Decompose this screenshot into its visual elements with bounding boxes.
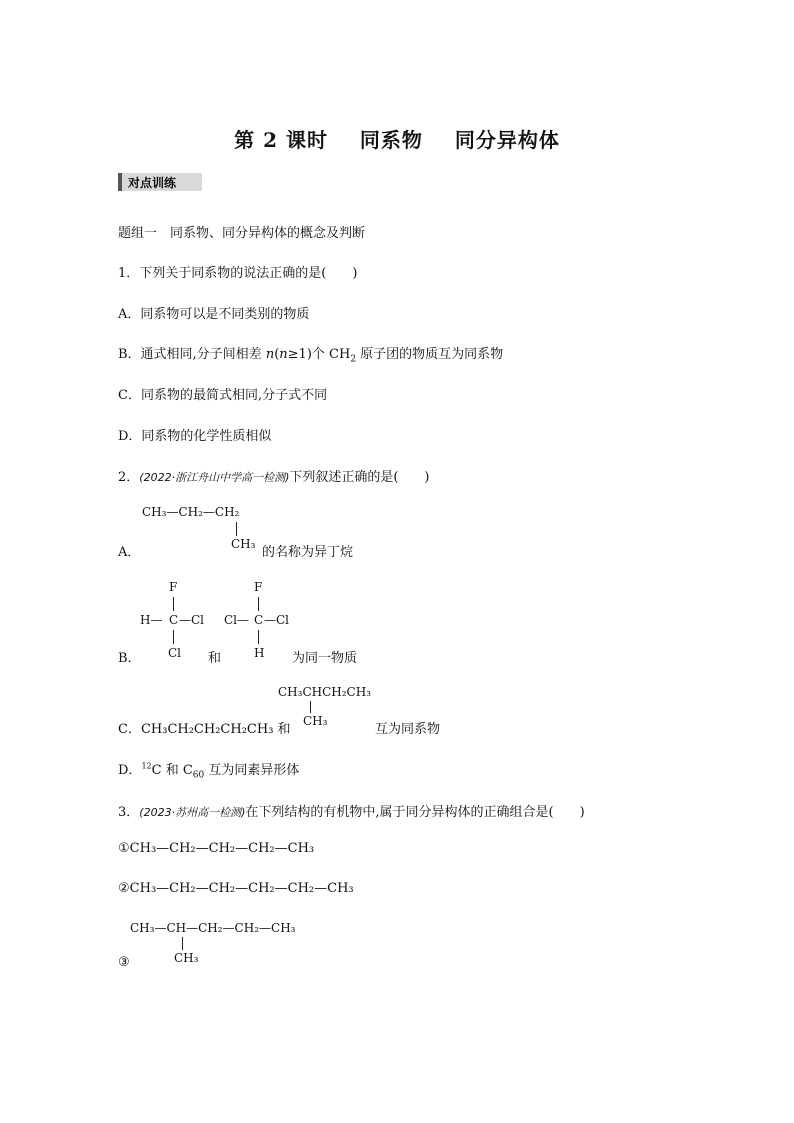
q2-c-structure [278, 685, 388, 731]
q2-d-label: D． [118, 763, 142, 778]
q2-option-a-label: A． [118, 545, 141, 560]
q2-b2-center: C [254, 613, 264, 627]
q2-d-sup: 12 [141, 761, 152, 771]
q2-option-a-text: 的名称为异丁烷 [262, 545, 354, 560]
q3-item-1: ①CH₃—CH₂—CH₂—CH₂—CH₃ [118, 841, 315, 856]
q2-option-b-text: 为同一物质 [292, 651, 358, 666]
q2-option-d [118, 759, 299, 781]
q3-num: 3． [118, 805, 140, 820]
q1-option-b [118, 343, 503, 365]
q2-option-b-and: 和 [208, 651, 222, 666]
section-label-text: 对点训练 [128, 176, 177, 190]
q2-num: 2． [118, 470, 140, 485]
q2-b2-right: —Cl [264, 613, 290, 627]
q2-b2-bond-top [258, 597, 259, 611]
q2-b1-right: —Cl [179, 613, 205, 627]
q2-b2-bond-bottom [258, 630, 259, 644]
q2-b1-bottom: Cl [168, 646, 182, 660]
q3-item-3-bond [182, 937, 183, 950]
q1-b-n2: n [279, 347, 288, 362]
q1-b-sub: 2 [350, 354, 357, 365]
q2-b1-bond-bottom [173, 630, 174, 644]
q2-c-bond [310, 701, 311, 713]
q2-c-main-chain: CH₃CHCH₂CH₃ [278, 685, 372, 699]
q2-d-text-2: 互为同素异形体 [204, 763, 300, 778]
q1-b-mid2: ≥1)个 CH [287, 347, 351, 362]
q3-item-2: ②CH₃—CH₂—CH₂—CH₂—CH₂—CH₃ [118, 881, 354, 896]
q1-b-post: 原子团的物质互为同系物 [356, 347, 504, 362]
group-heading: 题组一 同系物、同分异构体的概念及判断 [118, 226, 366, 241]
q2-c-branch: CH₃ [303, 714, 328, 728]
q2-a-branch: CH₃ [231, 537, 256, 551]
q3-stem: 在下列结构的有机物中,属于同分异构体的正确组合是( ) [245, 805, 585, 820]
q2-b2-bottom: H [254, 646, 265, 660]
q2-a-bond [236, 522, 237, 536]
q1-stem: 1．下列关于同系物的说法正确的是( ) [118, 266, 358, 281]
q3-stem-line [118, 801, 585, 820]
q2-b1-center: C [169, 613, 179, 627]
q2-b2-top: F [254, 580, 263, 594]
title-homolog: 同系物 [359, 128, 423, 152]
q2-stem-line [118, 466, 430, 485]
q2-a-structure [142, 505, 272, 557]
q2-option-c-text-1: C．CH₃CH₂CH₂CH₂CH₃ 和 [118, 722, 291, 737]
q1-option-c: C．同系物的最简式相同,分子式不同 [118, 388, 328, 403]
q1-option-a: A．同系物可以是不同类别的物质 [118, 307, 310, 322]
q3-item-3-structure [130, 921, 330, 969]
q3-item-3-label: ③ [118, 955, 130, 970]
q1-b-mid1: ( [274, 347, 280, 362]
q3-item-3-main-chain: CH₃—CH—CH₂—CH₂—CH₃ [130, 921, 296, 935]
q3-source: (2023·苏州高一检测) [139, 806, 246, 819]
title-lesson: 第 2 课时 [234, 128, 328, 152]
q2-stem: 下列叙述正确的是( ) [289, 470, 430, 485]
q1-b-n1: n [265, 347, 275, 362]
q1-b-pre: B．通式相同,分子间相差 [118, 347, 266, 362]
page-title [0, 124, 794, 153]
q2-b1-bond-top [173, 597, 174, 611]
q2-b1-left: H— [140, 613, 163, 627]
section-label [118, 173, 202, 191]
title-isomer: 同分异构体 [454, 128, 560, 152]
q3-item-3-branch: CH₃ [174, 951, 199, 965]
q2-source: (2022·浙江舟山中学高一检测) [139, 471, 290, 484]
q2-a-main-chain: CH₃—CH₂—CH₂ [142, 505, 240, 519]
q2-option-b-label: B． [118, 651, 141, 666]
q2-b2-left: Cl— [224, 613, 250, 627]
q2-b1-top: F [169, 580, 178, 594]
q2-d-sub: 60 [192, 770, 205, 781]
q1-option-d: D．同系物的化学性质相似 [118, 429, 272, 444]
q2-d-text-1: C 和 C [151, 763, 193, 778]
q2-option-c-text-2: 互为同系物 [375, 722, 441, 737]
